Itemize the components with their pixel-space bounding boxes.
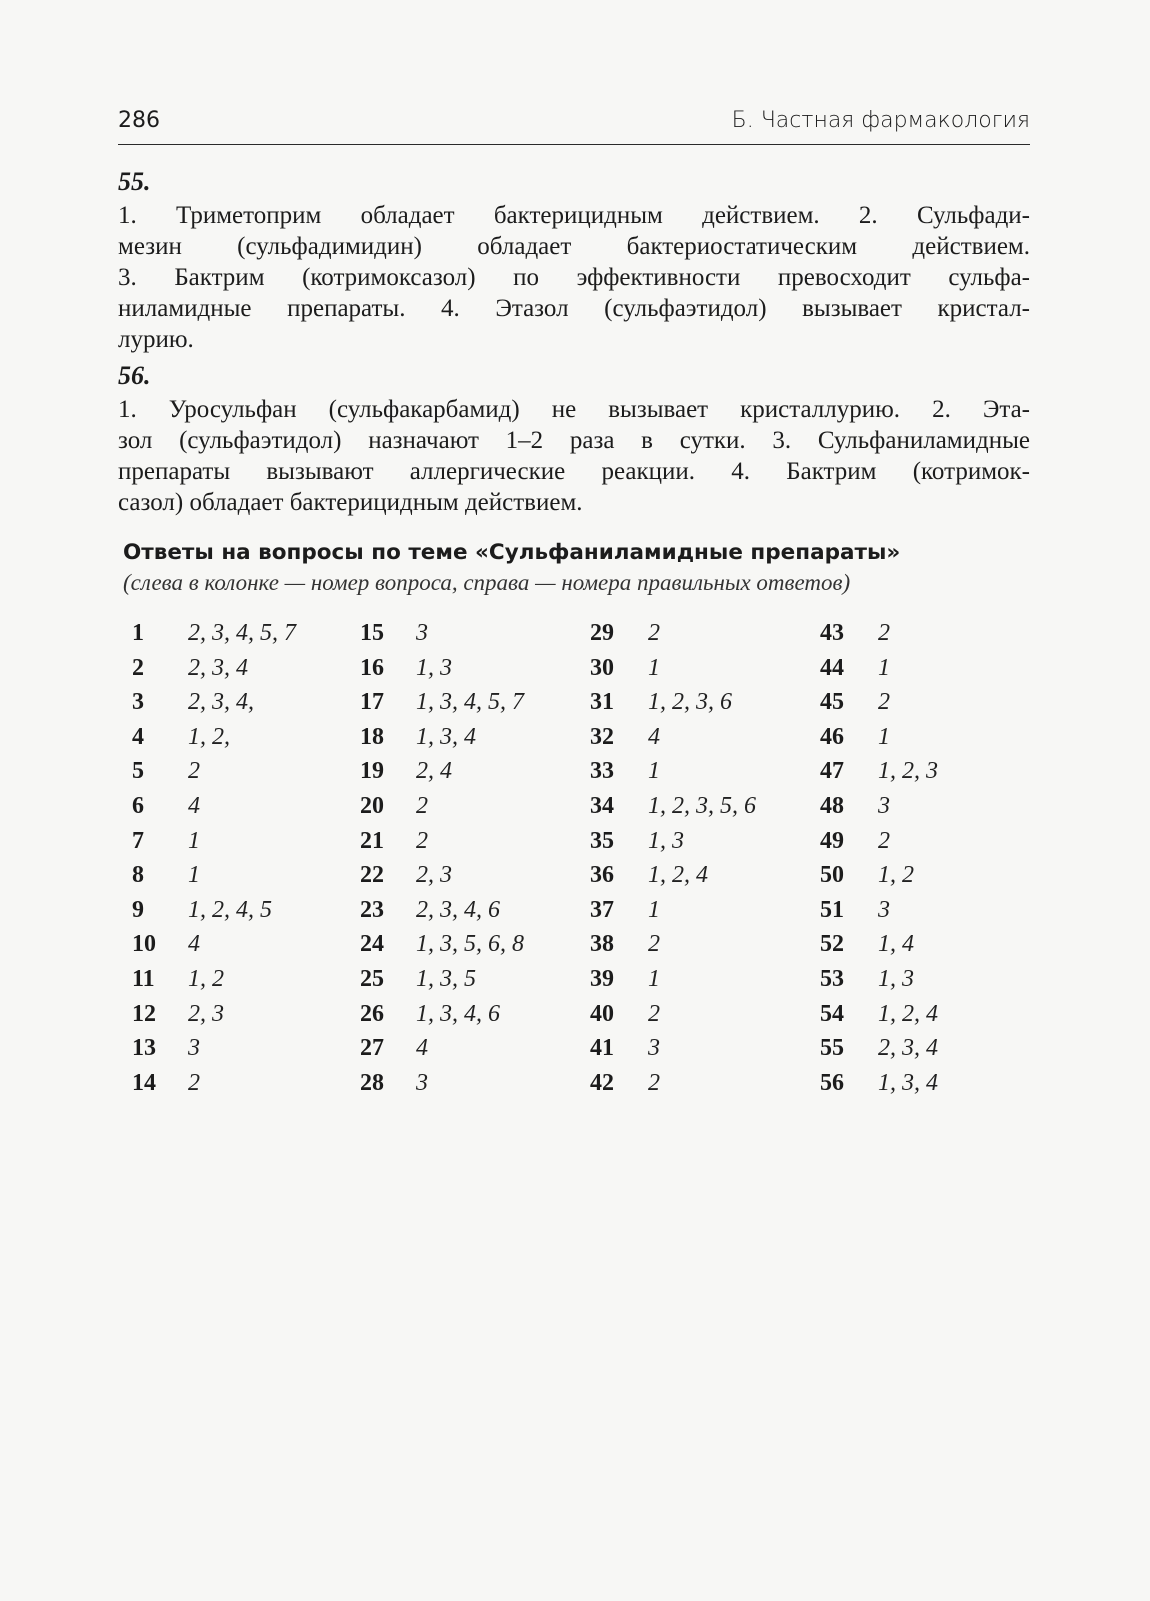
question-id: 17: [360, 689, 384, 716]
question-id: 47: [820, 758, 844, 785]
correct-answers: 1, 2, 4: [648, 862, 708, 889]
question-id: 23: [360, 896, 384, 923]
question-id: 38: [590, 931, 614, 958]
correct-answers: 3: [878, 896, 890, 923]
question-id: 11: [132, 966, 155, 992]
answers-title: Ответы на вопросы по теме «Сульфаниламидные препараты»: [123, 540, 901, 565]
correct-answers: 2: [878, 827, 890, 854]
correct-answers: 1, 3, 4, 5, 7: [416, 689, 524, 716]
correct-answers: 2: [648, 620, 660, 646]
correct-answers: 1, 2, 3, 5, 6: [648, 793, 756, 819]
question-id: 34: [590, 793, 614, 819]
correct-answers: 1, 3, 4: [878, 1069, 938, 1096]
question-id: 21: [360, 827, 384, 854]
correct-answers: 4: [416, 1035, 428, 1062]
correct-answers: 2, 4: [416, 758, 452, 785]
correct-answers: 1, 3: [878, 966, 914, 992]
correct-answers: 1, 2, 4: [878, 1000, 938, 1027]
correct-answers: 3: [648, 1035, 660, 1062]
question-id: 26: [360, 1000, 384, 1027]
question-id: 37: [590, 896, 614, 923]
text-line: препараты вызывают аллергические реакции. 4. Бактрим (котримок-: [118, 458, 1030, 485]
correct-answers: 3: [878, 793, 890, 819]
text-line: 1. Уросульфан (сульфакарбамид) не вызывает кристаллурию. 2. Эта-: [118, 396, 1030, 423]
question-id: 35: [590, 827, 614, 854]
question-id: 2: [132, 654, 144, 681]
correct-answers: 1, 2, 4, 5: [188, 896, 272, 923]
page-header: [118, 104, 1030, 145]
correct-answers: 2: [416, 793, 428, 819]
correct-answers: 1: [648, 896, 660, 923]
correct-answers: 2: [188, 758, 200, 785]
correct-answers: 1, 3: [648, 827, 684, 854]
question-id: 54: [820, 1000, 844, 1027]
question-id: 14: [132, 1069, 156, 1096]
question-id: 24: [360, 931, 384, 958]
text-line: сазол) обладает бактерицидным действием.: [118, 489, 583, 516]
question-id: 55: [820, 1035, 844, 1062]
question-id: 52: [820, 931, 844, 958]
text-line: 3. Бактрим (котримоксазол) по эффективности превосходит сульфа-: [118, 264, 1030, 291]
correct-answers: 1, 2,: [188, 723, 230, 750]
question-id: 51: [820, 896, 844, 923]
question-id: 15: [360, 620, 384, 646]
question-id: 18: [360, 723, 384, 750]
question-id: 42: [590, 1069, 614, 1096]
correct-answers: 2, 3: [416, 862, 452, 889]
correct-answers: 4: [188, 793, 200, 819]
question-id: 10: [132, 931, 156, 958]
correct-answers: 1: [188, 827, 200, 854]
question-id: 28: [360, 1069, 384, 1096]
question-id: 31: [590, 689, 614, 716]
question-id: 6: [132, 793, 144, 819]
question-id: 36: [590, 862, 614, 889]
question-number: 56.: [118, 361, 151, 390]
correct-answers: 4: [188, 931, 200, 958]
correct-answers: 1, 3, 4, 6: [416, 1000, 500, 1027]
question-number: 55.: [118, 167, 151, 196]
question-id: 56: [820, 1069, 844, 1096]
correct-answers: 4: [648, 723, 660, 750]
question-id: 20: [360, 793, 384, 819]
correct-answers: 2: [188, 1069, 200, 1096]
question-id: 30: [590, 654, 614, 681]
question-id: 49: [820, 827, 844, 854]
text-line: зол (сульфаэтидол) назначают 1–2 раза в сутки. 3. Сульфаниламидные: [118, 427, 1030, 454]
correct-answers: 1: [648, 654, 660, 681]
correct-answers: 2: [878, 689, 890, 716]
correct-answers: 2: [416, 827, 428, 854]
question-id: 25: [360, 966, 384, 992]
question-id: 43: [820, 620, 844, 646]
text-line: мезин (сульфадимидин) обладает бактериостатическим действием.: [118, 233, 1030, 260]
correct-answers: 1, 2, 3: [878, 758, 938, 785]
correct-answers: 2, 3, 4: [878, 1035, 938, 1062]
correct-answers: 2, 3, 4, 6: [416, 896, 500, 923]
question-id: 44: [820, 654, 844, 681]
question-id: 46: [820, 723, 844, 750]
question-id: 16: [360, 654, 384, 681]
text-line: лурию.: [118, 326, 194, 353]
correct-answers: 3: [416, 620, 428, 646]
correct-answers: 3: [188, 1035, 200, 1062]
question-id: 7: [132, 827, 144, 854]
correct-answers: 1: [878, 654, 890, 681]
question-text: [118, 394, 1030, 518]
text-line: 1. Триметоприм обладает бактерицидным действием. 2. Сульфади-: [118, 202, 1030, 229]
question-id: 3: [132, 689, 144, 716]
question-id: 50: [820, 862, 844, 889]
question-id: 22: [360, 862, 384, 889]
correct-answers: 2: [648, 931, 660, 958]
question-id: 33: [590, 758, 614, 785]
correct-answers: 1, 3, 4: [416, 723, 476, 750]
question-id: 27: [360, 1035, 384, 1062]
question-id: 9: [132, 896, 144, 923]
question-id: 29: [590, 620, 614, 646]
correct-answers: 2, 3: [188, 1000, 224, 1027]
question-id: 53: [820, 966, 844, 992]
correct-answers: 1, 2: [878, 862, 914, 889]
question-id: 12: [132, 1000, 156, 1027]
question-id: 40: [590, 1000, 614, 1027]
correct-answers: 1, 2, 3, 6: [648, 689, 732, 716]
correct-answers: 1, 3, 5, 6, 8: [416, 931, 524, 958]
text-line: ниламидные препараты. 4. Этазол (сульфаэтидол) вызывает кристал-: [118, 295, 1030, 322]
correct-answers: 2, 3, 4,: [188, 689, 254, 716]
correct-answers: 1: [188, 862, 200, 889]
correct-answers: 3: [416, 1069, 428, 1096]
question-id: 4: [132, 723, 144, 750]
correct-answers: 2, 3, 4, 5, 7: [188, 620, 296, 646]
question-id: 39: [590, 966, 614, 992]
correct-answers: 2: [648, 1000, 660, 1027]
question-text: [118, 200, 1030, 355]
question-id: 19: [360, 758, 384, 785]
question-id: 1: [132, 620, 144, 646]
page-number: 286: [118, 108, 160, 133]
correct-answers: 2, 3, 4: [188, 654, 248, 681]
question-id: 5: [132, 758, 144, 785]
question-id: 8: [132, 862, 144, 889]
running-head: Б. Частная фармакология: [731, 108, 1030, 133]
question-id: 48: [820, 793, 844, 819]
answers-subtitle: (слева в колонке — номер вопроса, справа — номера правильных ответов): [123, 570, 851, 595]
correct-answers: 1, 4: [878, 931, 914, 958]
correct-answers: 1: [648, 966, 660, 992]
question-55: [118, 166, 1030, 355]
question-id: 32: [590, 723, 614, 750]
correct-answers: 2: [648, 1069, 660, 1096]
question-id: 45: [820, 689, 844, 716]
correct-answers: 1, 3, 5: [416, 966, 476, 992]
correct-answers: 2: [878, 620, 890, 646]
question-id: 13: [132, 1035, 156, 1062]
question-56: [118, 360, 1030, 518]
correct-answers: 1: [648, 758, 660, 785]
correct-answers: 1, 2: [188, 966, 224, 992]
question-id: 41: [590, 1035, 614, 1062]
correct-answers: 1, 3: [416, 654, 452, 681]
correct-answers: 1: [878, 723, 890, 750]
